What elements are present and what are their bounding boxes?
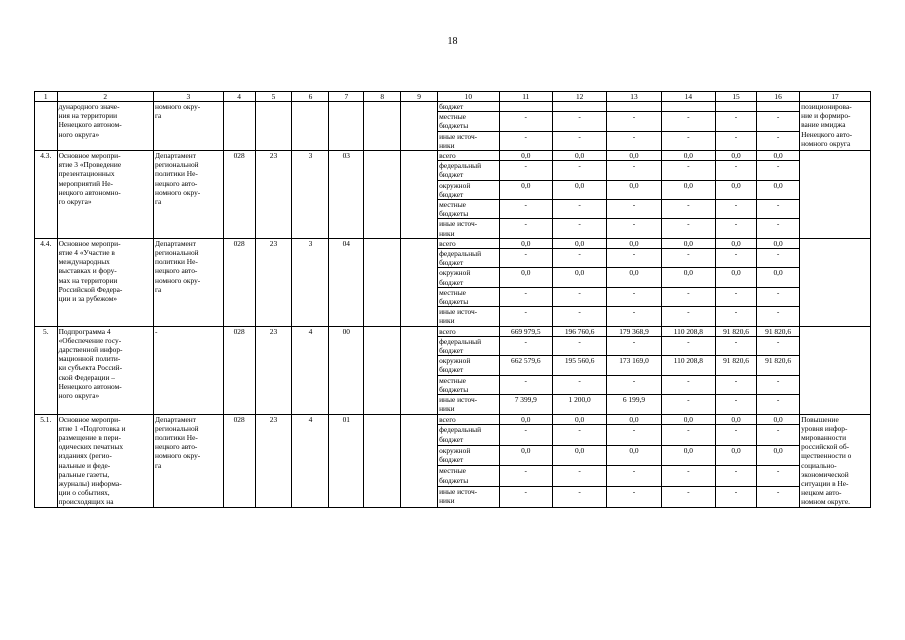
funding-value: 0,0 bbox=[757, 151, 800, 161]
column-header: 5 bbox=[255, 92, 292, 102]
funding-value: 0,0 bbox=[757, 414, 800, 425]
code-col6: 4 bbox=[292, 414, 329, 507]
code-col7 bbox=[329, 102, 364, 151]
funding-value: - bbox=[607, 336, 661, 355]
empty-col9 bbox=[401, 414, 438, 507]
funding-value bbox=[607, 102, 661, 112]
funding-value: - bbox=[552, 287, 606, 306]
funding-value: 7 399,9 bbox=[499, 395, 552, 414]
funding-source: окружной бюджет bbox=[438, 445, 500, 466]
funding-value: - bbox=[499, 336, 552, 355]
funding-value: - bbox=[661, 249, 715, 268]
code-col5: 23 bbox=[255, 326, 292, 414]
funding-source: окружной бюджет bbox=[438, 356, 500, 375]
funding-value: - bbox=[552, 425, 606, 446]
funding-source: иные источ- ники bbox=[438, 131, 500, 150]
funding-value: - bbox=[607, 131, 661, 150]
funding-value: 0,0 bbox=[552, 445, 606, 466]
expected-result bbox=[800, 326, 871, 414]
funding-value: 0,0 bbox=[607, 414, 661, 425]
funding-value bbox=[499, 102, 552, 112]
code-col5: 23 bbox=[255, 151, 292, 239]
funding-value: - bbox=[716, 486, 757, 507]
funding-value: 1 200,0 bbox=[552, 395, 606, 414]
funding-value: - bbox=[552, 249, 606, 268]
funding-value: 0,0 bbox=[552, 151, 606, 161]
funding-value: - bbox=[661, 219, 715, 238]
funding-value: 0,0 bbox=[499, 180, 552, 199]
item-name: Основное меропри- ятие 3 «Проведение презентационных мероприятий Не- нецкого автономно- го округа» bbox=[57, 151, 153, 239]
funding-value: 91 820,6 bbox=[757, 356, 800, 375]
funding-value: - bbox=[757, 336, 800, 355]
empty-col8 bbox=[364, 238, 401, 326]
funding-value: - bbox=[716, 395, 757, 414]
item-executor: номного окру- га bbox=[153, 102, 223, 151]
funding-value: 0,0 bbox=[607, 445, 661, 466]
code-col6: 3 bbox=[292, 238, 329, 326]
item-number: 5.1. bbox=[35, 414, 58, 507]
funding-value: 0,0 bbox=[757, 445, 800, 466]
funding-value: - bbox=[499, 486, 552, 507]
funding-source: иные источ- ники bbox=[438, 307, 500, 326]
column-header: 2 bbox=[57, 92, 153, 102]
funding-source: всего bbox=[438, 414, 500, 425]
table-row bbox=[35, 326, 871, 336]
funding-value: - bbox=[607, 307, 661, 326]
funding-value: 0,0 bbox=[607, 238, 661, 248]
funding-value: - bbox=[552, 161, 606, 180]
funding-value: - bbox=[607, 466, 661, 487]
funding-value: - bbox=[661, 131, 715, 150]
column-header: 7 bbox=[329, 92, 364, 102]
funding-value: 0,0 bbox=[716, 445, 757, 466]
funding-value: 91 820,6 bbox=[757, 326, 800, 336]
funding-source: федеральный бюджет bbox=[438, 425, 500, 446]
column-header: 13 bbox=[607, 92, 661, 102]
funding-source: местные бюджеты bbox=[438, 466, 500, 487]
funding-value: 0,0 bbox=[661, 151, 715, 161]
funding-source: окружной бюджет bbox=[438, 268, 500, 287]
code-col6 bbox=[292, 102, 329, 151]
funding-value: - bbox=[716, 131, 757, 150]
funding-source: всего bbox=[438, 326, 500, 336]
funding-value: 6 199,9 bbox=[607, 395, 661, 414]
funding-value: - bbox=[716, 112, 757, 131]
funding-value: 0,0 bbox=[607, 268, 661, 287]
empty-col9 bbox=[401, 238, 438, 326]
funding-value: 196 760,6 bbox=[552, 326, 606, 336]
funding-value: - bbox=[661, 466, 715, 487]
funding-value: - bbox=[716, 425, 757, 446]
funding-value: - bbox=[757, 287, 800, 306]
funding-source: окружной бюджет bbox=[438, 180, 500, 199]
funding-value: - bbox=[552, 219, 606, 238]
funding-value: 0,0 bbox=[661, 268, 715, 287]
funding-value: - bbox=[661, 161, 715, 180]
funding-value: - bbox=[757, 219, 800, 238]
item-executor: Департамент региональной политики Не- нецкого авто- номного окру- га bbox=[153, 151, 223, 239]
funding-value: 662 579,6 bbox=[499, 356, 552, 375]
item-number bbox=[35, 102, 58, 151]
funding-source: бюджет bbox=[438, 102, 500, 112]
empty-col9 bbox=[401, 151, 438, 239]
expected-result: Повышение уровня инфор- мированности российской об- щественности о социально- экономической ситуации в Не- нецком авто- номном округе. bbox=[800, 414, 871, 507]
funding-value: 0,0 bbox=[716, 151, 757, 161]
funding-value: - bbox=[757, 395, 800, 414]
funding-value: 91 820,6 bbox=[716, 326, 757, 336]
funding-value: 0,0 bbox=[716, 180, 757, 199]
funding-value: 0,0 bbox=[499, 414, 552, 425]
funding-value: - bbox=[716, 375, 757, 394]
code-col4 bbox=[223, 102, 255, 151]
budget-table bbox=[34, 91, 871, 508]
funding-value bbox=[661, 102, 715, 112]
funding-value: - bbox=[499, 307, 552, 326]
item-executor: Департамент региональной политики Не- нецкого авто- номного окру- га bbox=[153, 414, 223, 507]
funding-value: - bbox=[716, 219, 757, 238]
empty-col9 bbox=[401, 102, 438, 151]
item-name: Подпрограмма 4 «Обеспечение госу- дарственной инфор- мационной полити- ки субъекта Россий- ской Федерации – Ненецкого автоном- ного округа» bbox=[57, 326, 153, 414]
funding-value: - bbox=[607, 112, 661, 131]
code-col5: 23 bbox=[255, 414, 292, 507]
funding-value: - bbox=[757, 161, 800, 180]
empty-col8 bbox=[364, 102, 401, 151]
funding-value: - bbox=[661, 486, 715, 507]
funding-value: - bbox=[607, 375, 661, 394]
funding-value: 0,0 bbox=[552, 414, 606, 425]
column-header: 14 bbox=[661, 92, 715, 102]
funding-value: - bbox=[607, 287, 661, 306]
funding-value bbox=[552, 102, 606, 112]
funding-source: федеральный бюджет bbox=[438, 161, 500, 180]
funding-value: 0,0 bbox=[499, 445, 552, 466]
funding-value: - bbox=[757, 425, 800, 446]
code-col7: 03 bbox=[329, 151, 364, 239]
table-row bbox=[35, 238, 871, 248]
item-executor: Департамент региональной политики Не- нецкого авто- номного окру- га bbox=[153, 238, 223, 326]
funding-value: - bbox=[499, 131, 552, 150]
funding-value: 110 208,8 bbox=[661, 356, 715, 375]
funding-value: - bbox=[716, 287, 757, 306]
funding-value: - bbox=[499, 425, 552, 446]
funding-value: - bbox=[552, 486, 606, 507]
funding-value: - bbox=[757, 249, 800, 268]
code-col6: 3 bbox=[292, 151, 329, 239]
item-name: Основное меропри- ятие 4 «Участие в международных выставках и фору- мах на территории Российской Федера- ции и за рубежом» bbox=[57, 238, 153, 326]
funding-value: - bbox=[499, 375, 552, 394]
funding-value: 0,0 bbox=[552, 180, 606, 199]
funding-value: 179 368,9 bbox=[607, 326, 661, 336]
funding-value: - bbox=[607, 486, 661, 507]
funding-source: федеральный бюджет bbox=[438, 249, 500, 268]
funding-value: - bbox=[757, 375, 800, 394]
funding-value: - bbox=[661, 395, 715, 414]
funding-value: - bbox=[499, 466, 552, 487]
funding-value: - bbox=[661, 425, 715, 446]
funding-value: 0,0 bbox=[499, 238, 552, 248]
column-header: 3 bbox=[153, 92, 223, 102]
item-name: Основное меропри- ятие 1 «Подготовка и размещение в пери- одических печатных изданиях (регио- нальные и феде- ральные газеты, журналы) информа- ции о событиях, происходящих на bbox=[57, 414, 153, 507]
funding-value: - bbox=[757, 200, 800, 219]
code-col4: 028 bbox=[223, 151, 255, 239]
column-header: 11 bbox=[499, 92, 552, 102]
funding-value: - bbox=[552, 200, 606, 219]
funding-value: 0,0 bbox=[552, 268, 606, 287]
column-header: 6 bbox=[292, 92, 329, 102]
funding-source: местные бюджеты bbox=[438, 200, 500, 219]
funding-value: 195 560,6 bbox=[552, 356, 606, 375]
funding-value: 669 979,5 bbox=[499, 326, 552, 336]
funding-source: иные источ- ники bbox=[438, 486, 500, 507]
funding-source: иные источ- ники bbox=[438, 395, 500, 414]
funding-value: - bbox=[661, 336, 715, 355]
funding-value: 0,0 bbox=[661, 238, 715, 248]
funding-value bbox=[716, 102, 757, 112]
funding-source: всего bbox=[438, 151, 500, 161]
funding-source: федеральный бюджет bbox=[438, 336, 500, 355]
funding-value: 0,0 bbox=[716, 268, 757, 287]
funding-value: - bbox=[552, 307, 606, 326]
code-col7: 00 bbox=[329, 326, 364, 414]
funding-value: - bbox=[661, 112, 715, 131]
code-col4: 028 bbox=[223, 414, 255, 507]
empty-col9 bbox=[401, 326, 438, 414]
funding-value: - bbox=[661, 375, 715, 394]
funding-value: 91 820,6 bbox=[716, 356, 757, 375]
funding-value: - bbox=[716, 336, 757, 355]
funding-value: 0,0 bbox=[716, 238, 757, 248]
funding-value: - bbox=[607, 219, 661, 238]
table-row bbox=[35, 102, 871, 112]
page-number: 18 bbox=[447, 36, 458, 47]
table-body bbox=[35, 102, 871, 508]
funding-value: 0,0 bbox=[661, 414, 715, 425]
funding-value: - bbox=[716, 161, 757, 180]
funding-value: - bbox=[499, 112, 552, 131]
column-header: 9 bbox=[401, 92, 438, 102]
funding-value: 0,0 bbox=[661, 445, 715, 466]
funding-value: - bbox=[757, 112, 800, 131]
code-col6: 4 bbox=[292, 326, 329, 414]
column-header: 8 bbox=[364, 92, 401, 102]
code-col5: 23 bbox=[255, 238, 292, 326]
funding-value: - bbox=[757, 307, 800, 326]
table-row bbox=[35, 414, 871, 425]
empty-col8 bbox=[364, 414, 401, 507]
funding-value: 0,0 bbox=[607, 151, 661, 161]
funding-value: 0,0 bbox=[552, 238, 606, 248]
funding-value: - bbox=[757, 466, 800, 487]
funding-value: - bbox=[552, 466, 606, 487]
funding-value: - bbox=[499, 161, 552, 180]
funding-value: - bbox=[757, 486, 800, 507]
funding-source: местные бюджеты bbox=[438, 287, 500, 306]
funding-value: - bbox=[607, 161, 661, 180]
funding-source: всего bbox=[438, 238, 500, 248]
funding-value: - bbox=[757, 131, 800, 150]
expected-result bbox=[800, 238, 871, 326]
code-col5 bbox=[255, 102, 292, 151]
funding-value: - bbox=[499, 219, 552, 238]
funding-value: - bbox=[716, 307, 757, 326]
funding-value: 0,0 bbox=[716, 414, 757, 425]
funding-source: местные бюджеты bbox=[438, 375, 500, 394]
column-header: 4 bbox=[223, 92, 255, 102]
funding-value bbox=[757, 102, 800, 112]
funding-value: - bbox=[607, 249, 661, 268]
column-header: 12 bbox=[552, 92, 606, 102]
funding-value: - bbox=[499, 249, 552, 268]
expected-result bbox=[800, 151, 871, 239]
funding-value: 0,0 bbox=[661, 180, 715, 199]
column-header: 10 bbox=[438, 92, 500, 102]
column-header: 1 bbox=[35, 92, 58, 102]
funding-value: 0,0 bbox=[757, 180, 800, 199]
funding-value: - bbox=[661, 307, 715, 326]
funding-value: - bbox=[661, 200, 715, 219]
column-header: 15 bbox=[716, 92, 757, 102]
funding-value: - bbox=[661, 287, 715, 306]
code-col7: 01 bbox=[329, 414, 364, 507]
funding-value: - bbox=[552, 336, 606, 355]
funding-value: - bbox=[552, 375, 606, 394]
funding-source: иные источ- ники bbox=[438, 219, 500, 238]
code-col4: 028 bbox=[223, 238, 255, 326]
column-header: 16 bbox=[757, 92, 800, 102]
funding-value: - bbox=[552, 131, 606, 150]
funding-source: местные бюджеты bbox=[438, 112, 500, 131]
empty-col8 bbox=[364, 326, 401, 414]
header-row bbox=[35, 92, 871, 102]
funding-value: - bbox=[716, 466, 757, 487]
funding-value: 0,0 bbox=[757, 268, 800, 287]
funding-value: - bbox=[499, 287, 552, 306]
item-number: 4.4. bbox=[35, 238, 58, 326]
funding-value: 0,0 bbox=[757, 238, 800, 248]
funding-value: 110 208,8 bbox=[661, 326, 715, 336]
funding-value: 0,0 bbox=[607, 180, 661, 199]
column-header: 17 bbox=[800, 92, 871, 102]
empty-col8 bbox=[364, 151, 401, 239]
item-name: дународного значе- ния на территории Ненецкого автоном- ного округа» bbox=[57, 102, 153, 151]
funding-value: - bbox=[607, 425, 661, 446]
item-executor: - bbox=[153, 326, 223, 414]
funding-value: 0,0 bbox=[499, 268, 552, 287]
item-number: 5. bbox=[35, 326, 58, 414]
code-col7: 04 bbox=[329, 238, 364, 326]
item-number: 4.3. bbox=[35, 151, 58, 239]
code-col4: 028 bbox=[223, 326, 255, 414]
funding-value: 0,0 bbox=[499, 151, 552, 161]
expected-result: позиционирова- ние и формиро- вание имиджа Ненецкого авто- номного округа bbox=[800, 102, 871, 151]
funding-value: - bbox=[552, 112, 606, 131]
table-row bbox=[35, 151, 871, 161]
funding-value: - bbox=[716, 249, 757, 268]
funding-value: 173 169,0 bbox=[607, 356, 661, 375]
funding-value: - bbox=[499, 200, 552, 219]
funding-value: - bbox=[607, 200, 661, 219]
funding-value: - bbox=[716, 200, 757, 219]
